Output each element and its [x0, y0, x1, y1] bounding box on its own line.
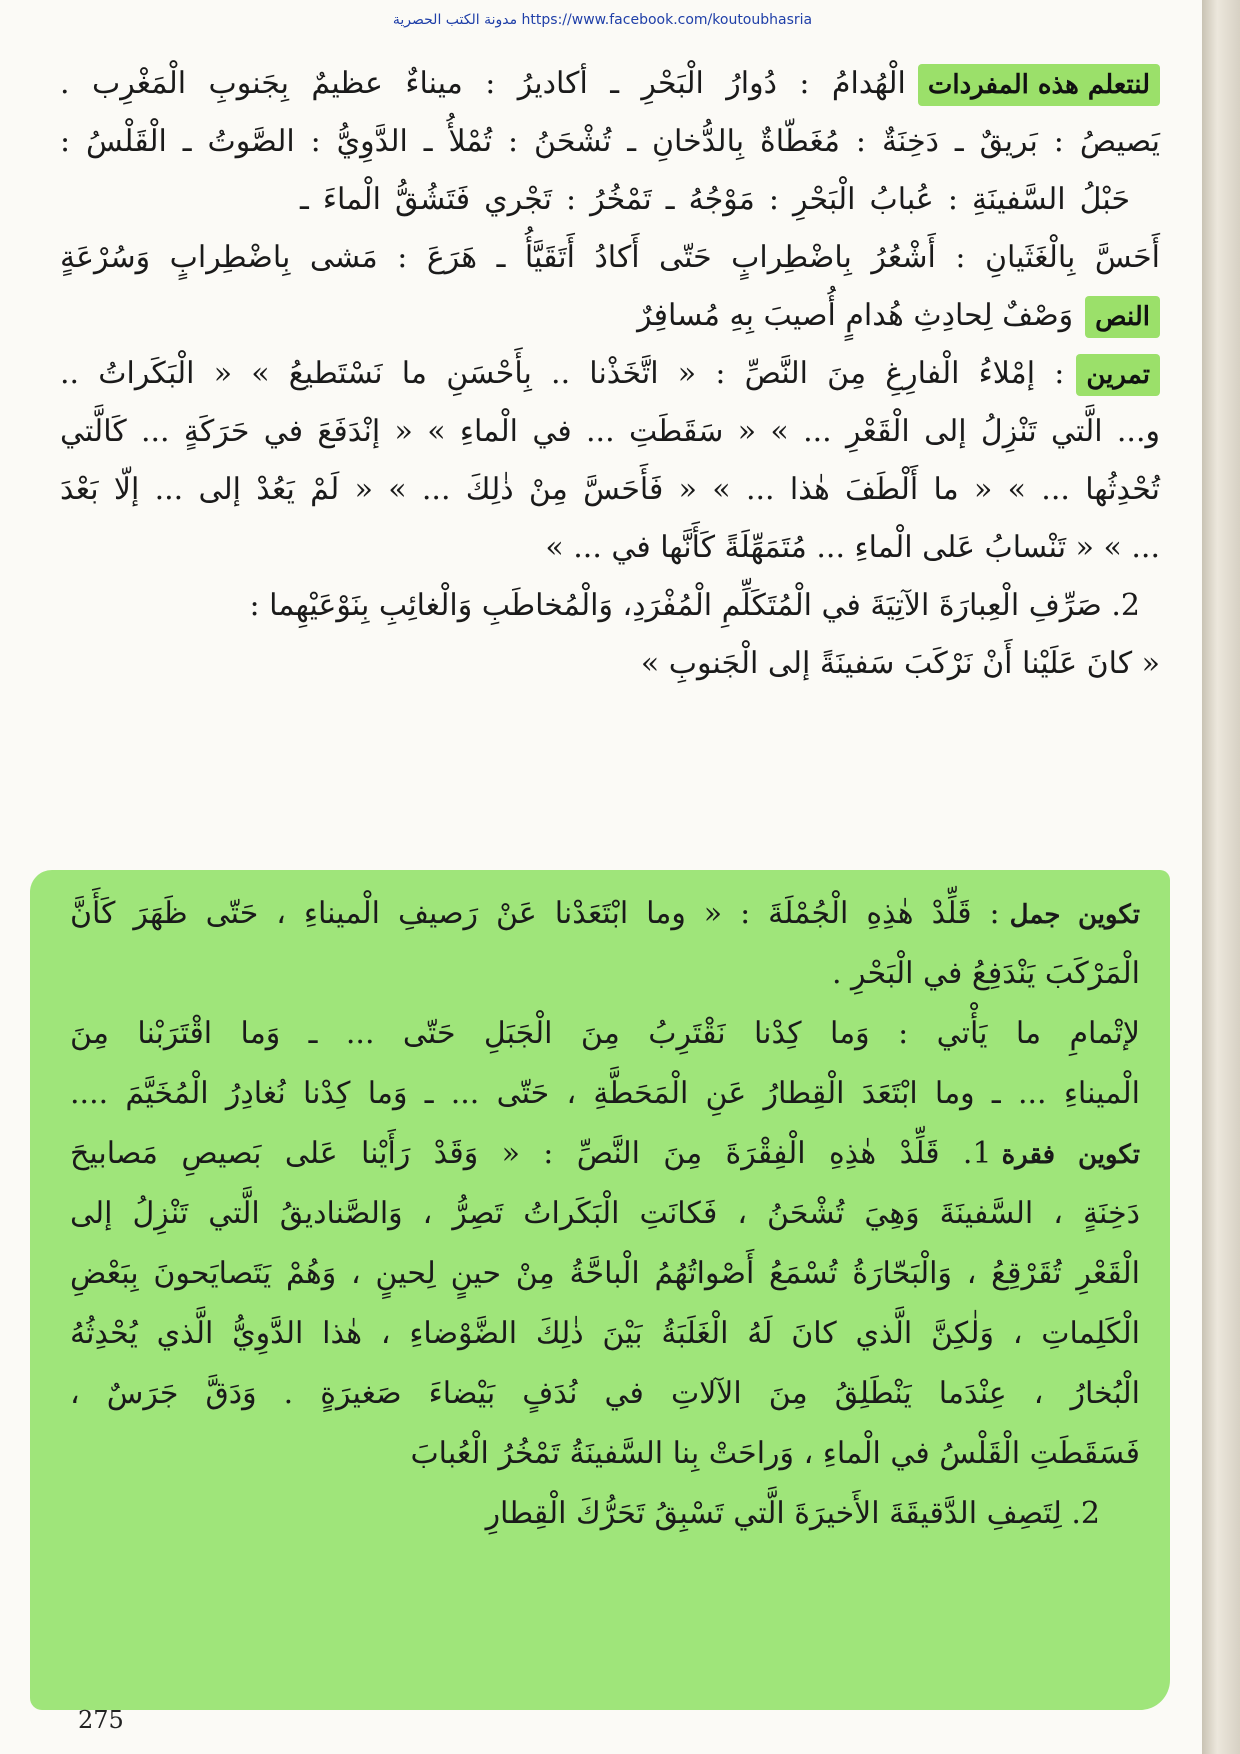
exercise-line-6: « كانَ عَلَيْنا أَنْ نَرْكَبَ سَفينَةً إلى الْجَنوبِ » — [640, 646, 1160, 681]
green-line-1 — [70, 884, 1140, 944]
white-section — [60, 55, 1160, 870]
exercise-line-3: تُحْدِثُها ... » « ما أَلْطَفَ هٰذا ... » « فَأَحَسَّ مِنْ ذٰلِكَ ... » « لَمْ يَعُدْ إلى ... إلّا بَعْدَ — [60, 472, 1160, 507]
green-line-11: 2. لِتَصِفِ الدَّقيقَةَ الأَخيرَةَ الَّتي تَسْبِقُ تَحَرُّكَ الْقِطارِ — [485, 1496, 1100, 1531]
green-line-5 — [70, 1124, 1140, 1184]
exercise-line-4: ... » « تَنْسابُ عَلى الْماءِ ... مُتَمَهِّلَةً كَأَنَّها في ... » — [545, 530, 1160, 565]
vocab-line-1 — [60, 55, 1160, 113]
green-line-6: دَخِنَةٍ ، السَّفينَةَ وَهِيَ تُشْحَنُ ، فَكانَتِ الْبَكَراتُ تَصِرُّ ، وَالصَّناديقُ الَّتي تَنْزِلُ إلى — [70, 1196, 1140, 1231]
vocab-tag: لنتعلم هذه المفردات — [918, 64, 1160, 106]
vocab-text-1: الْهُدامُ : دُوارُ الْبَحْرِ ـ أكاديرُ : ميناءٌ عظيمٌ بِجَنوبِ الْمَغْرِب . — [60, 66, 906, 101]
exercise-line-2: و... الَّتي تَنْزِلُ إلى الْقَعْرِ ... » « سَقَطَتِ ... في الْماءِ » « إنْدَفَعَ في حَرَكَةٍ ... كَالَّتي — [60, 414, 1160, 449]
text-tag: النص — [1085, 296, 1160, 338]
vocab-line-4: أَحَسَّ بِالْغَثَيانِ : أَشْعُرُ بِاضْطِرابٍ حَتّى أَكادُ أَتَقَيَّأُ ـ هَرَعَ : مَشى بِاضْطِرابٍ وَسُرْعَةٍ — [60, 240, 1160, 275]
green-text-1: : قَلِّدْ هٰذِهِ الْجُمْلَةَ : « وما ابْتَعَدْنا عَنْ رَصيفِ الْميناءِ ، حَتّى ظَهَرَ كَأَنَّ — [70, 896, 1000, 931]
paragraph-label: تكوين فقرة — [1001, 1140, 1141, 1170]
green-line-7: الْقَعْرِ تُقَرْقِعُ ، وَالْبَحّارَةُ تُسْمَعُ أَصْواتُهُمُ الْباحَّةُ مِنْ حينٍ لِحينٍ ، وَهُمْ يَتَصايَحونَ بِبَعْضِ — [70, 1256, 1140, 1291]
exercise-line-5: 2. صَرِّفِ الْعِبارَةَ الآتِيَةَ في الْمُتَكَلِّمِ الْمُفْرَدِ، وَالْمُخاطَبِ وَالْغائِبِ بِنَوْعَيْهِما : — [249, 588, 1140, 623]
green-text-5: 1. قَلِّدْ هٰذِهِ الْفِقْرَةَ مِنَ النَّصِّ : « وَقَدْ رَأَيْنا عَلى بَصيصِ مَصابيحَ — [70, 1136, 992, 1171]
text-line — [60, 287, 1160, 345]
green-line-4: الْميناءِ ... ـ وما ابْتَعَدَ الْقِطارُ عَنِ الْمَحَطَّةِ ، حَتّى ... ـ وَما كِدْنا نُغادِرُ الْمُخَيَّمَ .... — [70, 1076, 1140, 1111]
exercise-tag: تمرين — [1076, 354, 1160, 396]
text-title: وَصْفٌ لِحادِثِ هُدامٍ أُصيبَ بِهِ مُسافِرٌ — [637, 298, 1074, 333]
green-line-3: لإتْمامِ ما يَأْتي : وَما كِدْنا نَقْتَرِبُ مِنَ الْجَبَلِ حَتّى ... ـ وَما اقْتَرَبْنا مِنَ — [70, 1016, 1140, 1051]
green-section — [30, 870, 1170, 1710]
book-spine — [1202, 0, 1240, 1754]
vocab-line-3: حَبْلُ السَّفينَةِ : عُبابُ الْبَحْرِ : مَوْجُهُ ـ تَمْخُرُ : تَجْري فَتَشُقُّ الْماءَ ـ — [300, 182, 1130, 217]
exercise-text-1: : إمْلاءُ الْفارِغِ مِنَ النَّصِّ : « اتَّخَذْنا .. بِأَحْسَنِ ما نَسْتَطيعُ » « الْبَكَراتُ .. — [60, 356, 1065, 391]
green-line-10: فَسَقَطَتِ الْقَلْسُ في الْماءِ ، وَراحَتْ بِنا السَّفينَةُ تَمْخُرُ الْعُبابَ — [410, 1436, 1140, 1471]
green-content — [70, 884, 1140, 1544]
page-number: 275 — [78, 1706, 124, 1734]
vocab-line-2: يَصيصُ : بَريقٌ ـ دَخِنَةٌ : مُغَطّاةٌ بِالدُّخانِ ـ تُشْحَنُ : تُمْلأُ ـ الدَّوِيُّ : الصَّوتُ ـ الْقَلْسُ : — [60, 124, 1160, 159]
exercise-line-1 — [60, 345, 1160, 403]
header-url[interactable]: مدونة الكتب الحصرية https://www.facebook.com/koutoubhasria — [392, 12, 813, 28]
green-line-8: الْكَلِماتِ ، وَلٰكِنَّ الَّذي كانَ لَهُ الْغَلَبَةُ بَيْنَ ذٰلِكَ الضَّوْضاءِ ، هٰذا الدَّوِيُّ الَّذي يُحْدِثُهُ — [70, 1316, 1140, 1351]
sentence-label: تكوين جمل — [1009, 900, 1140, 930]
green-line-2: الْمَرْكَبَ يَنْدَفِعُ في الْبَحْرِ . — [831, 956, 1140, 991]
green-line-9: الْبُخارُ ، عِنْدَما يَنْطَلِقُ مِنَ الآلاتِ في نُدَفٍ بَيْضاءَ صَغيرَةٍ . وَدَقَّ جَرَسٌ ، — [70, 1376, 1140, 1411]
